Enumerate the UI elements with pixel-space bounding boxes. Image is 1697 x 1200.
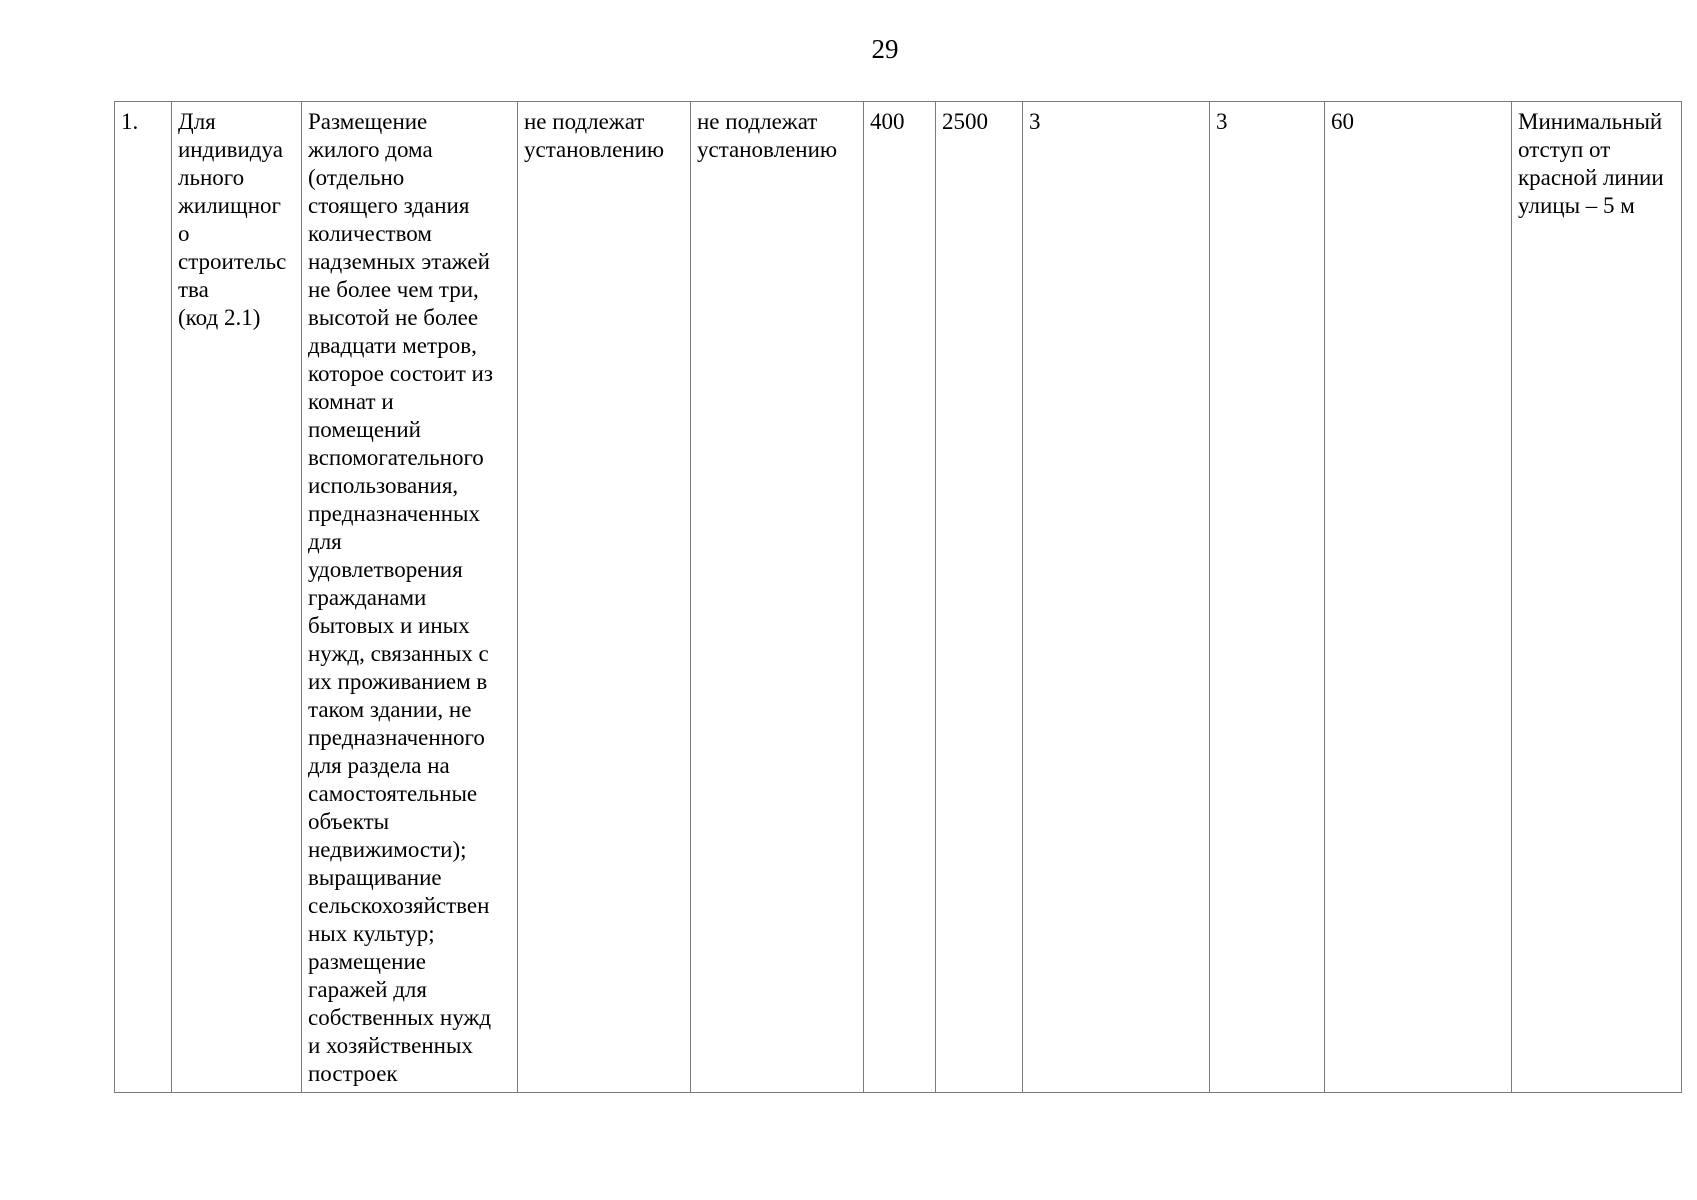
description-line: сельскохозяйствен [308,893,490,918]
description-line: Размещение [308,109,428,134]
use-type-line: о [178,221,190,246]
cell-row-number: 1. [115,102,172,1093]
description-line: и хозяйственных [308,1033,473,1058]
description-line: помещений [308,417,421,442]
description-line: гражданами [308,585,427,610]
param-4-line: не подлежат [524,109,645,134]
cell-min-area: 400 [864,102,936,1093]
table-row [115,102,1682,1093]
page-number: 29 [871,34,899,64]
description-line: таком здании, не [308,697,472,722]
cell-param-4 [518,102,691,1093]
param-5-line: установлению [697,137,838,162]
description-line: собственных нужд [308,1005,492,1030]
description-line: их проживанием в [308,669,488,694]
cell-max-area: 2500 [936,102,1023,1093]
description-line: для [308,529,342,554]
cell-param-8: 3 [1023,102,1210,1093]
description-line: (отдельно [308,165,405,190]
use-type-line: строительс [178,249,287,274]
description-line: предназначенного [308,725,485,750]
description-line: комнат и [308,389,394,414]
description-line: количеством [308,221,432,246]
land-use-table [114,101,1682,1093]
notes-line: отступ от [1518,137,1611,162]
cell-notes [1512,102,1682,1093]
notes-line: красной линии [1518,165,1664,190]
description-line: ных культур; [308,921,435,946]
use-type-line: индивидуа [178,137,283,162]
description-line: самостоятельные [308,781,478,806]
description-line: которое состоит из [308,361,493,386]
description-line: использования, [308,473,459,498]
param-5-line: не подлежат [697,109,818,134]
description-line: жилого дома [308,137,433,162]
cell-description [302,102,518,1093]
use-type-line: тва [178,277,209,302]
use-type-line: Для [178,109,216,134]
description-line: удовлетворения [308,557,463,582]
cell-use-type [172,102,302,1093]
param-4-line: установлению [524,137,665,162]
description-line: не более чем три, [308,277,479,302]
description-line: недвижимости); [308,837,467,862]
notes-line: Минимальный [1518,109,1663,134]
cell-param-9: 3 [1210,102,1325,1093]
description-line: надземных этажей [308,249,490,274]
description-line: двадцати метров, [308,333,477,358]
description-line: выращивание [308,865,442,890]
description-line: высотой не более [308,305,479,330]
description-line: предназначенных [308,501,480,526]
description-line: гаражей для [308,977,427,1002]
description-line: бытовых и иных [308,613,470,638]
cell-param-5 [691,102,864,1093]
description-line: размещение [308,949,426,974]
use-type-line: льного [178,165,245,190]
notes-line: улицы – 5 м [1518,193,1635,218]
description-line: для раздела на [308,753,450,778]
description-line: построек [308,1061,398,1086]
description-line: стоящего здания [308,193,470,218]
description-line: объекты [308,809,390,834]
description-line: вспомогательного [308,445,484,470]
description-line: нужд, связанных с [308,641,489,666]
use-type-line: (код 2.1) [178,305,261,330]
cell-param-10: 60 [1325,102,1512,1093]
use-type-line: жилищног [178,193,281,218]
